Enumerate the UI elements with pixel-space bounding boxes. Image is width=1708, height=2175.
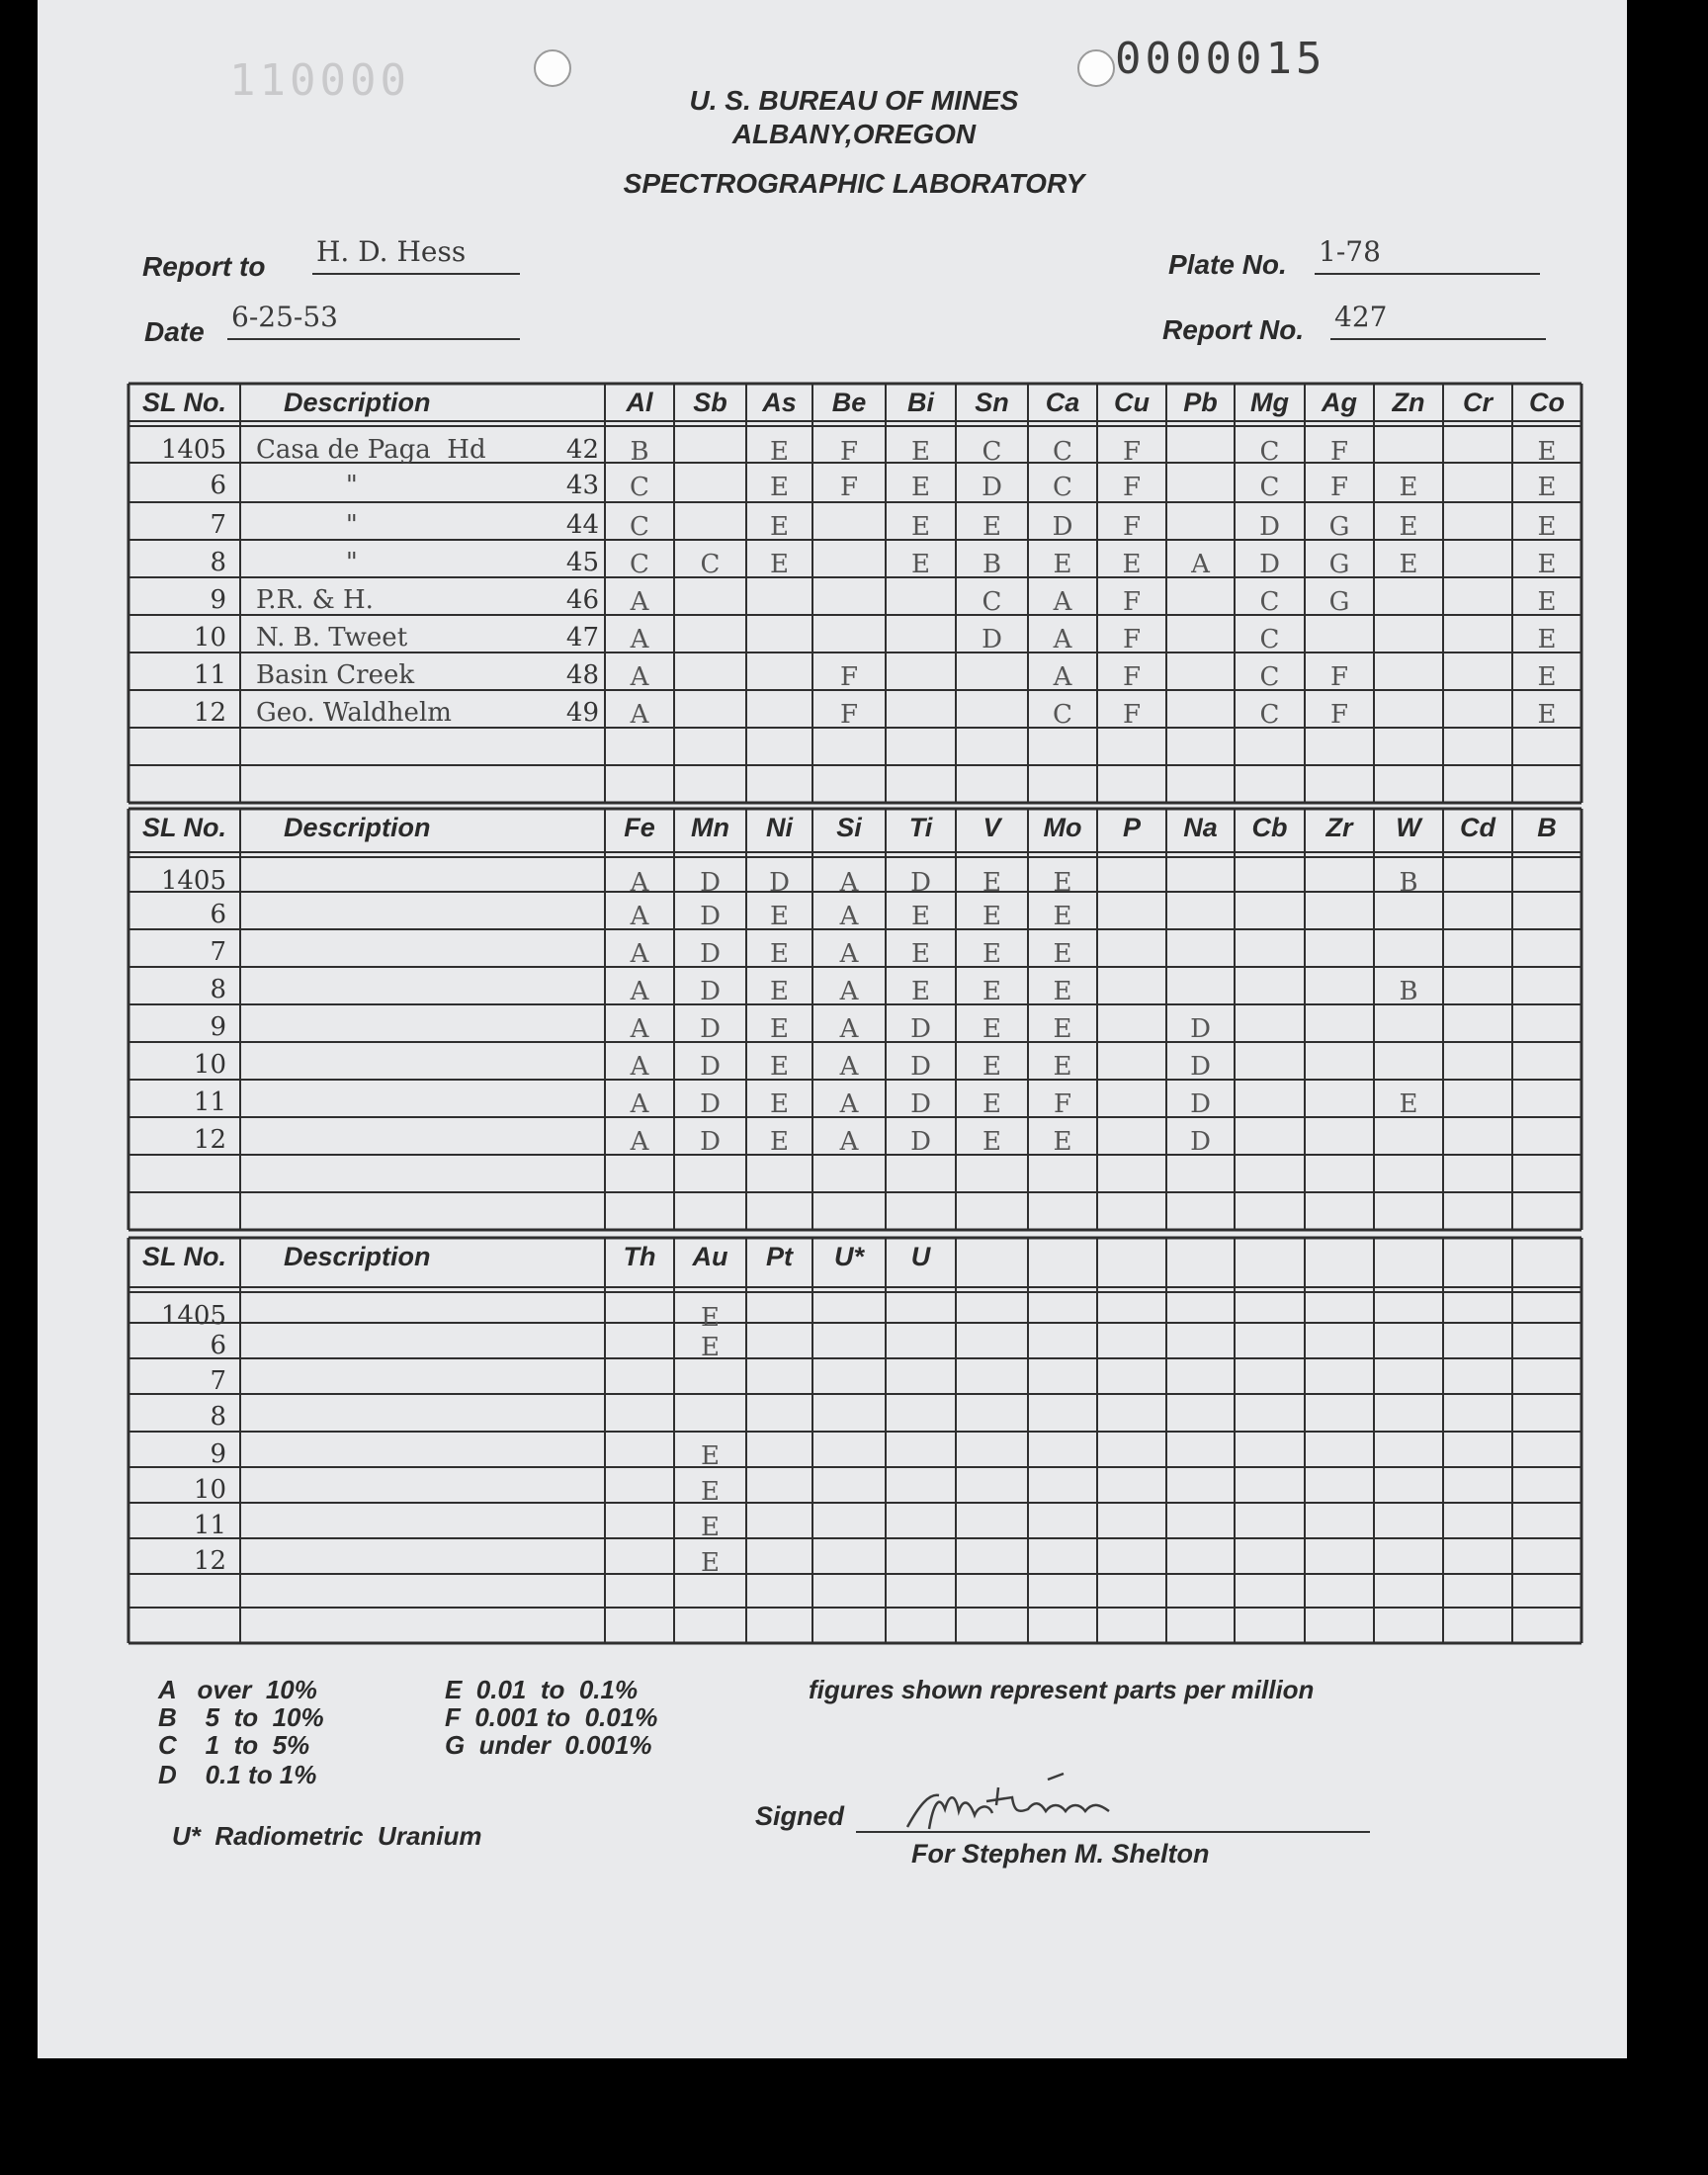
element-grade: D [910, 1052, 931, 1082]
element-grade: C [1259, 662, 1280, 692]
element-header-b: B [1537, 813, 1557, 842]
element-grade: E [770, 550, 789, 579]
element-grade: E [1053, 868, 1072, 898]
sl-number: 1405 [160, 866, 226, 896]
sample-number: 45 [565, 548, 599, 577]
element-grade: C [1259, 700, 1280, 730]
element-grade: A [839, 1052, 859, 1082]
element-header-u: U [910, 1242, 931, 1271]
element-header-cb: Cb [1251, 813, 1288, 842]
element-grade: A [630, 902, 649, 931]
sample-number: 47 [565, 623, 599, 652]
element-grade: D [982, 625, 1002, 654]
element-grade: E [701, 1333, 720, 1362]
element-grade: A [1191, 550, 1210, 579]
element-grade: G [1328, 587, 1350, 617]
sl-number: 10 [193, 1475, 226, 1505]
element-header-ti: Ti [908, 813, 933, 842]
sample-number: 46 [565, 585, 599, 615]
sl-no-header: SL No. [141, 388, 226, 417]
element-grade: D [1190, 1052, 1211, 1082]
laboratory-name: SPECTROGRAPHIC LABORATORY [623, 168, 1085, 199]
sample-description: " [256, 471, 358, 500]
element-grade: E [770, 1014, 789, 1044]
sample-number: 44 [565, 510, 599, 540]
element-grade: E [982, 977, 1001, 1006]
element-grade: C [1259, 625, 1280, 654]
element-grade: D [700, 977, 721, 1006]
sl-number: 7 [210, 510, 226, 540]
element-grade: E [1053, 1014, 1072, 1044]
element-grade: E [701, 1303, 720, 1333]
element-grade: F [1122, 473, 1142, 502]
element-grade: E [1537, 625, 1557, 654]
element-header-u-star: U* [833, 1242, 864, 1271]
element-header-bi: Bi [907, 388, 934, 417]
element-grade: E [1053, 939, 1072, 969]
element-grade: E [770, 1127, 789, 1157]
element-grade: D [769, 868, 790, 898]
element-grade: D [700, 868, 721, 898]
element-header-mo: Mo [1043, 813, 1082, 842]
signatory-name: For Stephen M. Shelton [911, 1839, 1210, 1869]
bleed-through-stamp: 110000 [229, 55, 410, 106]
element-grade: F [1329, 662, 1349, 692]
element-grade: A [1053, 625, 1072, 654]
sl-number: 11 [193, 1511, 226, 1540]
element-grade: E [1399, 512, 1418, 542]
sl-number: 11 [193, 660, 226, 690]
element-grade: E [701, 1441, 720, 1471]
document-number: 0000015 [1115, 34, 1326, 84]
element-grade: E [1122, 550, 1142, 579]
element-grade: F [1122, 587, 1142, 617]
element-grade: E [1537, 437, 1557, 467]
element-grade: A [630, 977, 649, 1006]
element-grade: C [630, 473, 649, 502]
element-grade: C [700, 550, 721, 579]
element-grade: C [1259, 473, 1280, 502]
element-grade: D [982, 473, 1002, 502]
element-grade: G [1328, 550, 1350, 579]
element-grade: E [911, 939, 930, 969]
element-grade: B [630, 437, 649, 467]
element-header-na: Na [1183, 813, 1218, 842]
date-label: Date [144, 316, 205, 347]
ppm-note: figures shown represent parts per million [809, 1675, 1315, 1704]
element-grade: E [1537, 512, 1557, 542]
sl-number: 7 [210, 937, 226, 967]
element-grade: G [1328, 512, 1350, 542]
element-grade: A [839, 1014, 859, 1044]
element-grade: E [1537, 550, 1557, 579]
element-grade: E [911, 473, 930, 502]
element-grade: E [701, 1477, 720, 1507]
element-grade: E [982, 1014, 1001, 1044]
sample-description: " [256, 510, 358, 540]
element-grade: E [770, 1089, 789, 1119]
element-header-ag: Ag [1322, 388, 1357, 417]
element-grade: D [700, 1089, 721, 1119]
element-grade: D [1190, 1014, 1211, 1044]
element-header-as: As [762, 388, 797, 417]
element-header-ca: Ca [1045, 388, 1080, 417]
element-grade: F [839, 700, 859, 730]
element-grade: A [630, 939, 649, 969]
sl-number: 10 [193, 623, 226, 652]
element-grade: C [1053, 473, 1072, 502]
element-grade: E [911, 902, 930, 931]
element-grade: E [1399, 1089, 1418, 1119]
element-grade: E [770, 902, 789, 931]
element-grade: E [770, 977, 789, 1006]
sl-number: 8 [210, 548, 226, 577]
element-grade: F [839, 662, 859, 692]
element-header-w: W [1396, 813, 1421, 842]
sl-number: 6 [210, 471, 226, 500]
element-header-pt: Pt [766, 1242, 793, 1271]
sl-number: 6 [210, 1331, 226, 1360]
element-grade: A [630, 700, 649, 730]
date-value: 6-25-53 [227, 303, 520, 340]
element-grade: E [982, 512, 1001, 542]
sample-number: 42 [565, 435, 599, 465]
description-header: Description [284, 388, 431, 417]
element-grade: E [1537, 587, 1557, 617]
element-grade: D [910, 1127, 931, 1157]
element-grade: F [1122, 625, 1142, 654]
element-header-al: Al [626, 388, 653, 417]
element-grade: D [1259, 550, 1280, 579]
element-header-p: P [1122, 813, 1141, 842]
report-no-value: 427 [1330, 303, 1546, 340]
element-grade: E [1537, 662, 1557, 692]
sl-number: 1405 [160, 435, 226, 465]
legend-b: B 5 to 10% [158, 1702, 324, 1732]
element-header-cu: Cu [1114, 388, 1150, 417]
sl-number: 1405 [160, 1301, 226, 1331]
legend-f: F 0.001 to 0.01% [445, 1702, 658, 1732]
element-grade: E [770, 1052, 789, 1082]
element-grade: E [1053, 550, 1072, 579]
element-grade: A [630, 662, 649, 692]
element-header-sb: Sb [693, 388, 727, 417]
legend-c: C 1 to 5% [158, 1730, 310, 1760]
element-grade: A [839, 868, 859, 898]
element-grade: D [910, 1014, 931, 1044]
element-grade: C [982, 587, 1002, 617]
element-grade: F [1329, 437, 1349, 467]
element-grade: C [982, 437, 1002, 467]
sample-description: Basin Creek [256, 660, 415, 690]
element-header-pb: Pb [1183, 388, 1218, 417]
legend-e: E 0.01 to 0.1% [445, 1675, 639, 1704]
sl-number: 9 [210, 1012, 226, 1042]
sample-number: 49 [565, 698, 599, 728]
sl-number: 11 [193, 1088, 226, 1117]
element-grade: E [982, 1089, 1001, 1119]
sample-description: N. B. Tweet [256, 623, 408, 652]
element-grade: F [839, 437, 859, 467]
sl-no-header: SL No. [141, 813, 226, 842]
sl-number: 12 [193, 1546, 226, 1576]
element-header-mn: Mn [691, 813, 729, 842]
element-header-sn: Sn [975, 388, 1009, 417]
description-header: Description [284, 813, 431, 842]
element-grade: E [911, 512, 930, 542]
element-header-th: Th [623, 1242, 656, 1271]
element-grade: E [770, 939, 789, 969]
sl-number: 12 [193, 698, 226, 728]
element-grade: E [1053, 902, 1072, 931]
element-grade: E [701, 1513, 720, 1542]
element-header-ni: Ni [766, 813, 793, 842]
element-grade: E [982, 902, 1001, 931]
sl-number: 9 [210, 585, 226, 615]
element-grade: F [1053, 1089, 1072, 1119]
sl-number: 6 [210, 900, 226, 929]
element-header-cd: Cd [1460, 813, 1495, 842]
element-grade: C [630, 512, 649, 542]
element-header-zr: Zr [1325, 813, 1353, 842]
element-grade: F [1122, 512, 1142, 542]
element-grade: E [911, 550, 930, 579]
element-grade: D [700, 1014, 721, 1044]
sample-description: Casa de Paga Hd [256, 435, 486, 465]
handwritten-signature [890, 1766, 1186, 1845]
element-grade: D [1052, 512, 1073, 542]
report-no-label: Report No. [1162, 314, 1305, 345]
sample-number: 43 [565, 471, 599, 500]
element-grade: E [770, 473, 789, 502]
sl-number: 10 [193, 1050, 226, 1080]
legend-d: D 0.1 to 1% [158, 1760, 317, 1789]
element-grade: E [1537, 700, 1557, 730]
sample-description: Geo. Waldhelm [256, 698, 452, 728]
element-grade: A [839, 1127, 859, 1157]
element-grade: A [630, 625, 649, 654]
element-grade: B [1399, 977, 1418, 1006]
element-grade: A [1053, 587, 1072, 617]
sl-number: 12 [193, 1125, 226, 1155]
element-grade: D [1190, 1089, 1211, 1119]
element-header-v: V [982, 813, 1001, 842]
sample-description: " [256, 548, 358, 577]
sl-number: 8 [210, 975, 226, 1004]
report-to-value: H. D. Hess [312, 237, 520, 275]
element-grade: A [630, 1089, 649, 1119]
report-to-label: Report to [142, 251, 266, 282]
element-grade: D [700, 1052, 721, 1082]
element-grade: A [630, 1052, 649, 1082]
element-grade: E [770, 512, 789, 542]
element-grade: F [1329, 473, 1349, 502]
element-grade: A [839, 1089, 859, 1119]
element-grade: E [1053, 1127, 1072, 1157]
element-grade: C [630, 550, 649, 579]
element-grade: D [910, 1089, 931, 1119]
description-header: Description [284, 1242, 431, 1271]
element-grade: E [982, 868, 1001, 898]
element-grade: E [982, 1127, 1001, 1157]
sl-no-header: SL No. [141, 1242, 226, 1271]
sample-number: 48 [565, 660, 599, 690]
element-grade: A [1053, 662, 1072, 692]
element-grade: E [1399, 473, 1418, 502]
element-grade: A [839, 939, 859, 969]
element-grade: A [839, 902, 859, 931]
element-grade: E [982, 1052, 1001, 1082]
element-grade: F [1329, 700, 1349, 730]
element-grade: D [1190, 1127, 1211, 1157]
legend-a: A over 10% [158, 1675, 317, 1704]
element-grade: A [630, 1014, 649, 1044]
agency-name: U. S. BUREAU OF MINES [689, 85, 1019, 116]
legend-g: G under 0.001% [445, 1730, 652, 1760]
sl-number: 9 [210, 1439, 226, 1469]
element-grade: A [630, 868, 649, 898]
element-header-co: Co [1529, 388, 1565, 417]
element-grade: E [911, 437, 930, 467]
element-grade: E [1537, 473, 1557, 502]
element-grade: C [1259, 437, 1280, 467]
element-grade: E [982, 939, 1001, 969]
element-header-be: Be [831, 388, 867, 417]
sl-number: 8 [210, 1402, 226, 1432]
element-grade: E [701, 1548, 720, 1578]
element-grade: F [1122, 662, 1142, 692]
sample-description: P.R. & H. [256, 585, 374, 615]
element-grade: E [1053, 977, 1072, 1006]
element-grade: F [1122, 700, 1142, 730]
element-grade: D [700, 902, 721, 931]
plate-no-value: 1-78 [1315, 237, 1540, 275]
element-header-mg: Mg [1250, 388, 1289, 417]
element-grade: D [700, 1127, 721, 1157]
element-header-zn: Zn [1392, 388, 1425, 417]
element-grade: A [630, 587, 649, 617]
element-header-cr: Cr [1462, 388, 1493, 417]
sl-number: 7 [210, 1366, 226, 1396]
element-grade: A [630, 1127, 649, 1157]
element-grade: E [1053, 1052, 1072, 1082]
element-grade: C [1053, 700, 1072, 730]
element-grade: F [1122, 437, 1142, 467]
element-grade: A [839, 977, 859, 1006]
element-grade: D [1259, 512, 1280, 542]
uranium-note: U* Radiometric Uranium [172, 1821, 482, 1851]
element-grade: D [910, 868, 931, 898]
element-header-fe: Fe [624, 813, 655, 842]
element-grade: E [770, 437, 789, 467]
element-grade: F [839, 473, 859, 502]
element-header-si: Si [836, 813, 862, 842]
signed-label: Signed [755, 1801, 845, 1831]
element-grade: D [700, 939, 721, 969]
element-grade: E [911, 977, 930, 1006]
plate-no-label: Plate No. [1168, 249, 1287, 280]
element-header-au: Au [692, 1242, 728, 1271]
element-grade: E [1399, 550, 1418, 579]
element-grade: C [1053, 437, 1072, 467]
element-grade: B [1399, 868, 1418, 898]
agency-location: ALBANY,OREGON [731, 119, 977, 149]
element-grade: B [982, 550, 1002, 579]
element-grade: C [1259, 587, 1280, 617]
